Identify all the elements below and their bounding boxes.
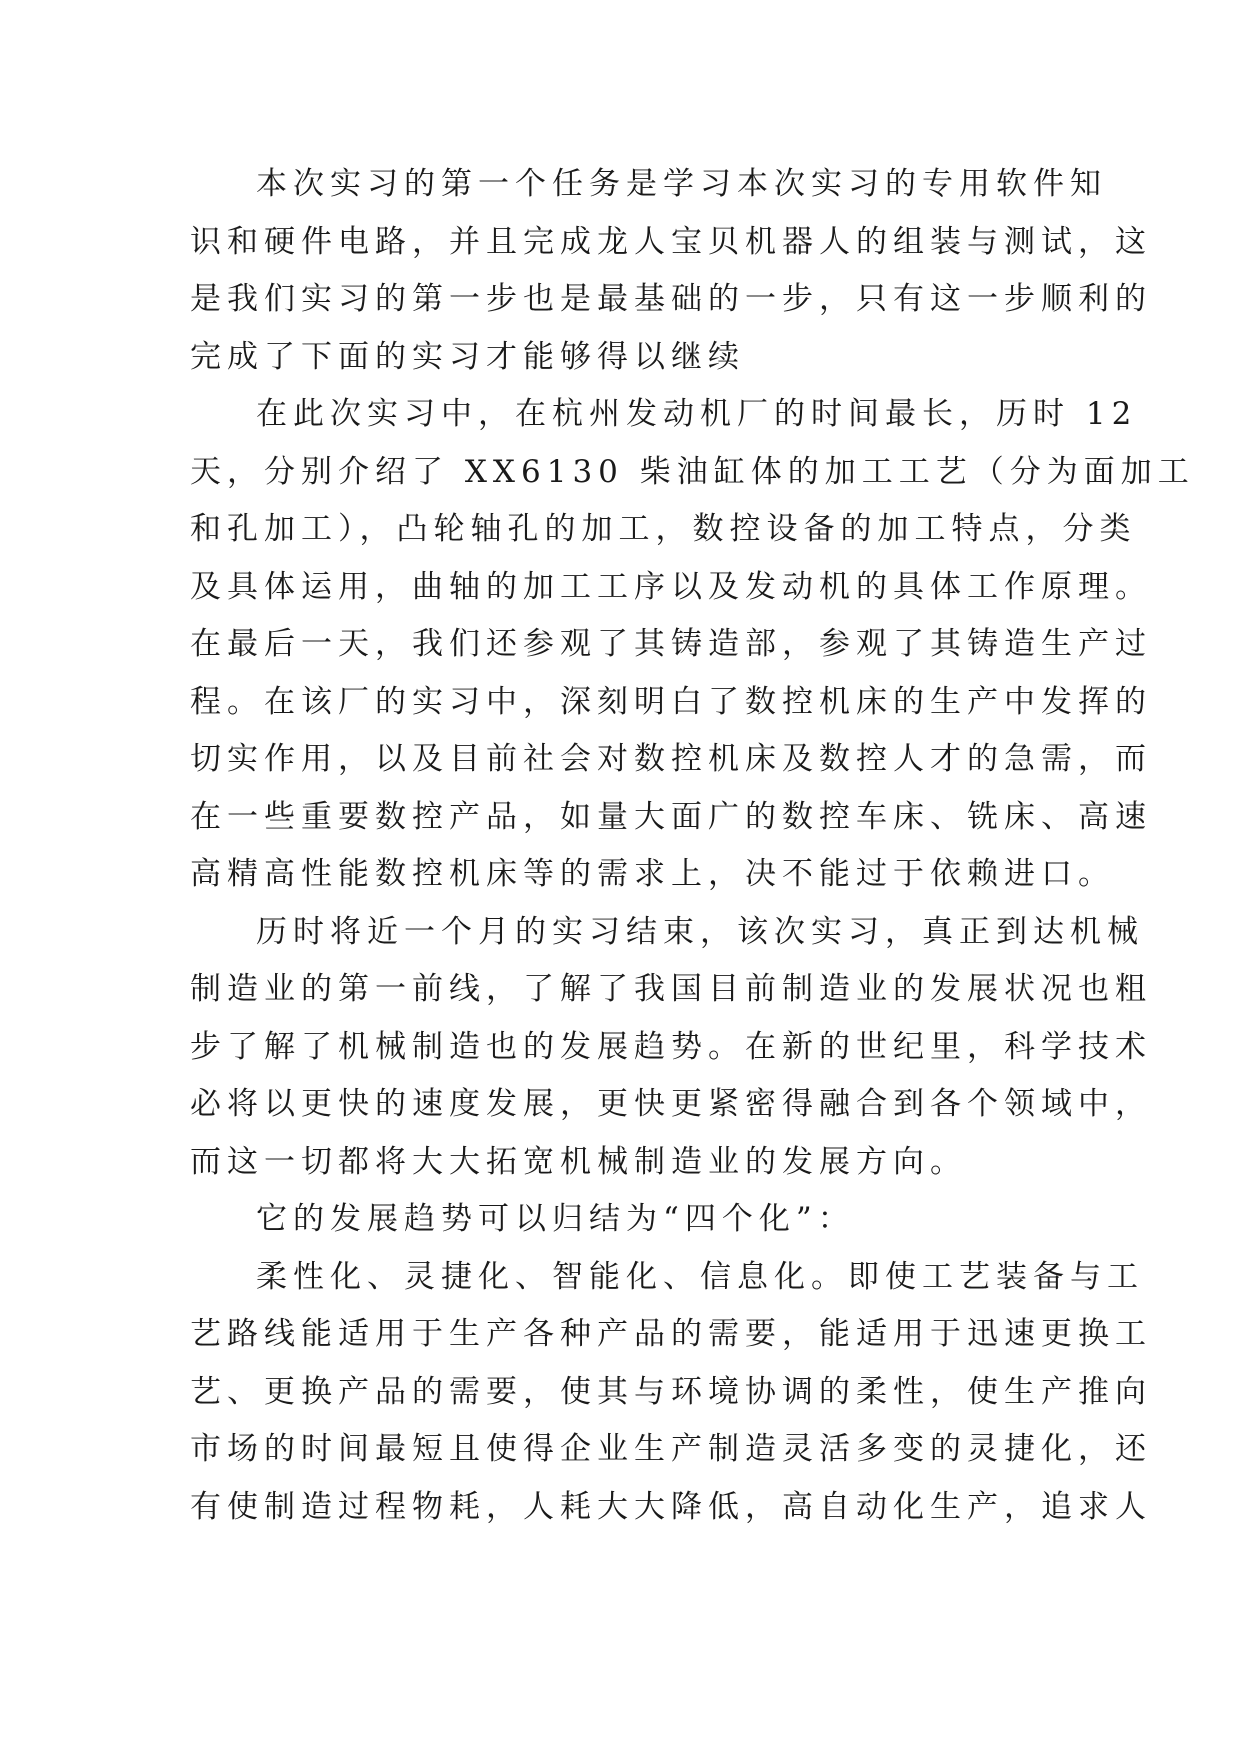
text-line: 本次实习的第一个任务是学习本次实习的专用软件知 (256, 166, 1107, 202)
text-line: 历时将近一个月的实习结束，该次实习，真正到达机械 (256, 913, 1144, 950)
text-line: 识和硬件电路，并且完成龙人宝贝机器人的组装与测试，这 (190, 223, 1152, 260)
text-line: 在最后一天，我们还参观了其铸造部，参观了其铸造生产过 (190, 626, 1152, 662)
text-line: 艺路线能适用于生产各种产品的需要，能适用于迅速更换工 (190, 1316, 1152, 1352)
text-line: 是我们实习的第一步也是最基础的一步，只有这一步顺利的 (190, 281, 1152, 317)
text-line: 在此次实习中，在杭州发动机厂的时间最长，历时 12 (256, 396, 1138, 432)
text-line: 必将以更快的速度发展，更快更紧密得融合到各个领域中， (190, 1086, 1152, 1122)
text-line: 和孔加工），凸轮轴孔的加工，数控设备的加工特点，分类 (190, 511, 1137, 547)
text-line: 柔性化、灵捷化、智能化、信息化。即使工艺装备与工 (256, 1258, 1144, 1295)
text-line: 步了解了机械制造也的发展趋势。在新的世纪里，科学技术 (190, 1028, 1152, 1065)
text-line: 在一些重要数控产品，如量大面广的数控车床、铣床、高速 (190, 798, 1152, 835)
text-line: 艺、更换产品的需要，使其与环境协调的柔性，使生产推向 (190, 1373, 1152, 1410)
text-line: 及具体运用，曲轴的加工工序以及发动机的具体工作原理。 (190, 568, 1152, 605)
text-line: 市场的时间最短且使得企业生产制造灵活多变的灵捷化，还 (190, 1431, 1152, 1467)
text-line: 完成了下面的实习才能够得以继续 (190, 338, 745, 375)
text-line: 制造业的第一前线，了解了我国目前制造业的发展状况也粗 (190, 971, 1152, 1007)
text-line: 它的发展趋势可以归结为“四个化”： (256, 1201, 855, 1237)
text-line: 有使制造过程物耗，人耗大大降低，高自动化生产，追求人 (190, 1488, 1152, 1525)
text-line: 而这一切都将大大拓宽机械制造业的发展方向。 (190, 1143, 967, 1180)
text-line: 天，分别介绍了 XX6130 柴油缸体的加工工艺（分为面加工 (190, 453, 1195, 490)
text-line: 高精高性能数控机床等的需求上，决不能过于依赖进口。 (190, 856, 1115, 892)
text-line: 切实作用，以及目前社会对数控机床及数控人才的急需，而 (190, 741, 1152, 777)
text-line: 程。在该厂的实习中，深刻明白了数控机床的生产中发挥的 (190, 683, 1152, 720)
document-body (190, 156, 1195, 1536)
